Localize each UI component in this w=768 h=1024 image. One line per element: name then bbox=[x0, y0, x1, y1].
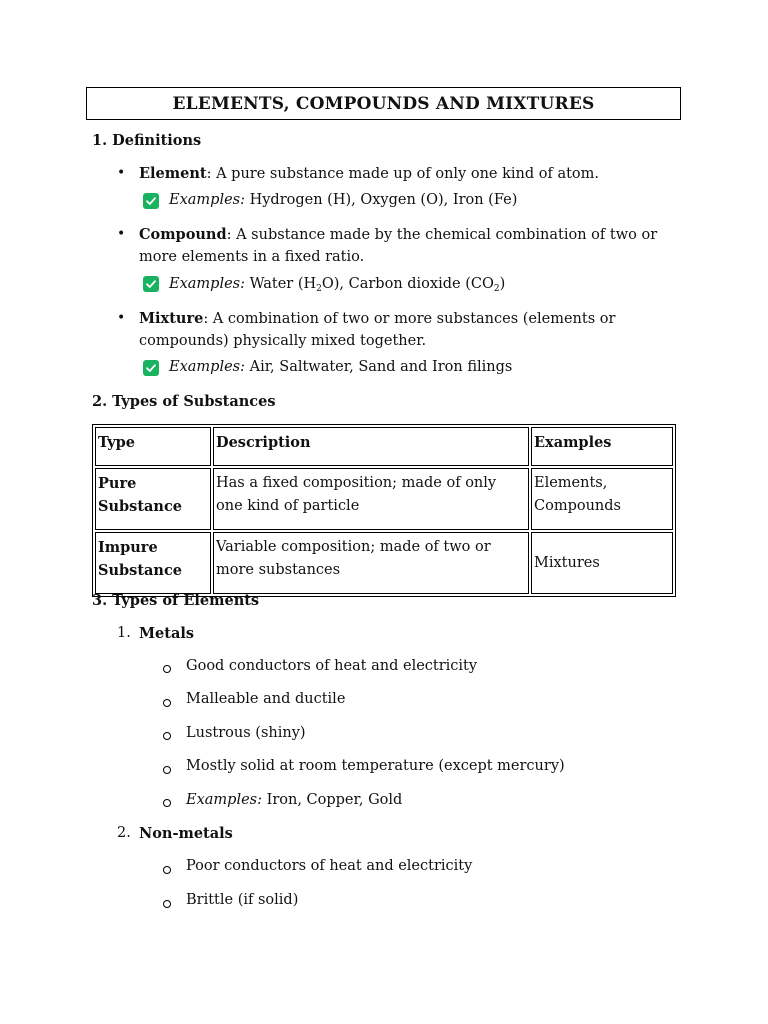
examples-compound bbox=[169, 276, 505, 292]
cell-text: Has a fixed composition; made of only bbox=[216, 475, 497, 491]
examples-label: Examples: bbox=[186, 792, 262, 808]
substances-table bbox=[92, 424, 676, 597]
table-cell bbox=[95, 468, 211, 530]
group-title-non-metals: Non-metals bbox=[139, 825, 233, 842]
examples-text: Water (H bbox=[249, 276, 317, 292]
cell-text: more substances bbox=[216, 562, 341, 578]
definition-element bbox=[139, 165, 599, 182]
list-item-examples bbox=[186, 792, 402, 808]
cell-text: one kind of particle bbox=[216, 498, 360, 514]
definition-text: : A substance made by the chemical combination of two or bbox=[226, 227, 658, 243]
table-header-row bbox=[95, 427, 673, 466]
examples-label: Examples: bbox=[169, 192, 245, 208]
check-mark-icon bbox=[143, 276, 159, 292]
table-header-cell: Description bbox=[213, 427, 529, 466]
circle-bullet-icon bbox=[163, 766, 171, 774]
circle-bullet-icon bbox=[163, 665, 171, 673]
cell-text: Mixtures bbox=[534, 554, 600, 571]
list-item: Malleable and ductile bbox=[186, 691, 346, 707]
cell-text: Elements, bbox=[534, 475, 608, 491]
table-header-cell: Examples bbox=[531, 427, 673, 466]
circle-bullet-icon bbox=[163, 799, 171, 807]
section-1-heading: 1. Definitions bbox=[92, 132, 202, 149]
check-mark-icon bbox=[143, 360, 159, 376]
definition-mixture bbox=[139, 310, 615, 327]
circle-bullet-icon bbox=[163, 866, 171, 874]
table-cell bbox=[531, 468, 673, 530]
cell-text: Substance bbox=[98, 498, 183, 515]
circle-bullet-icon bbox=[163, 900, 171, 908]
bullet-icon: • bbox=[117, 226, 126, 242]
check-mark-icon bbox=[143, 193, 159, 209]
cell-text: Compounds bbox=[534, 498, 621, 514]
examples-text: Iron, Copper, Gold bbox=[266, 792, 403, 808]
table-row bbox=[95, 532, 673, 594]
cell-text: Variable composition; made of two or bbox=[216, 539, 491, 555]
bullet-icon: • bbox=[117, 165, 126, 181]
term-compound: Compound bbox=[139, 226, 227, 243]
section-3-heading: 3. Types of Elements bbox=[92, 592, 260, 609]
document-title: ELEMENTS, COMPOUNDS AND MIXTURES bbox=[86, 87, 681, 120]
examples-text: Hydrogen (H), Oxygen (O), Iron (Fe) bbox=[249, 192, 518, 208]
cell-text: Pure bbox=[98, 475, 137, 492]
subscript: 2 bbox=[493, 284, 500, 294]
examples-mixture bbox=[169, 359, 512, 375]
cell-text: Impure bbox=[98, 539, 158, 556]
table-row bbox=[95, 468, 673, 530]
group-number: 1. bbox=[117, 625, 131, 641]
examples-label: Examples: bbox=[169, 359, 245, 375]
list-item: Mostly solid at room temperature (except mercury) bbox=[186, 758, 565, 774]
list-item: Lustrous (shiny) bbox=[186, 725, 306, 741]
circle-bullet-icon bbox=[163, 699, 171, 707]
section-2-heading: 2. Types of Substances bbox=[92, 393, 276, 410]
table-cell bbox=[531, 532, 673, 594]
bullet-icon: • bbox=[117, 310, 126, 326]
list-item: Poor conductors of heat and electricity bbox=[186, 858, 473, 874]
definition-text: : A pure substance made up of only one kind of atom. bbox=[206, 166, 600, 182]
examples-text: Air, Saltwater, Sand and Iron filings bbox=[249, 359, 513, 375]
table-cell bbox=[213, 532, 529, 594]
table-cell bbox=[213, 468, 529, 530]
examples-text: O), Carbon dioxide (CO bbox=[321, 276, 494, 292]
list-item: Good conductors of heat and electricity bbox=[186, 658, 478, 674]
examples-element bbox=[169, 192, 517, 208]
definition-mixture-line2: compounds) physically mixed together. bbox=[139, 333, 427, 349]
term-element: Element bbox=[139, 165, 207, 182]
cell-text: Substance bbox=[98, 562, 183, 579]
definition-compound-line2: more elements in a fixed ratio. bbox=[139, 249, 365, 265]
subscript: 2 bbox=[316, 284, 322, 294]
examples-text: ) bbox=[499, 276, 506, 292]
circle-bullet-icon bbox=[163, 732, 171, 740]
table-cell bbox=[95, 532, 211, 594]
definition-text: : A combination of two or more substances (elements or bbox=[203, 311, 616, 327]
group-title-metals: Metals bbox=[139, 625, 195, 642]
list-item: Brittle (if solid) bbox=[186, 892, 299, 908]
examples-label: Examples: bbox=[169, 276, 245, 292]
definition-compound bbox=[139, 226, 657, 243]
group-number: 2. bbox=[117, 825, 131, 841]
term-mixture: Mixture bbox=[139, 310, 204, 327]
table-header-cell: Type bbox=[95, 427, 211, 466]
